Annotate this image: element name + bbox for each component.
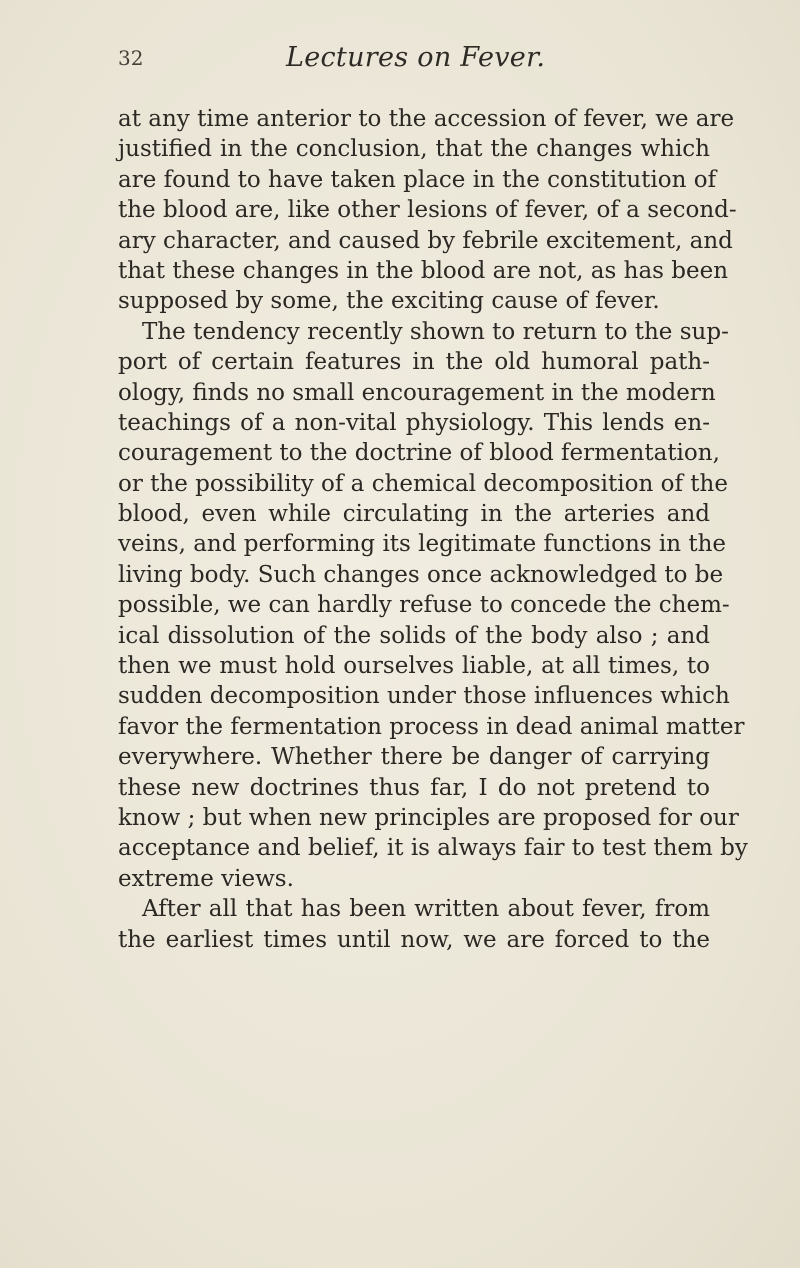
text-line: ary character, and caused by febrile excitement, and xyxy=(118,227,733,254)
text-line: sudden decomposition under those influences which xyxy=(118,683,730,710)
text-line: The tendency recently shown to return to the sup- xyxy=(142,318,729,345)
text-line: the blood are, like other lesions of fever, of a second- xyxy=(118,197,737,224)
text-line: veins, and performing its legitimate functions in the xyxy=(118,531,727,558)
text-line: ical dissolution of the solids of the body also ; and xyxy=(118,622,710,649)
text-line: at any time anterior to the accession of fever, we are xyxy=(118,106,735,132)
text-line: these new doctrines thus far, I do not pretend to xyxy=(118,774,710,801)
text-line: ology, finds no small encouragement in the modern xyxy=(118,379,716,406)
text-line: living body. Such changes once acknowledged to be xyxy=(118,561,724,588)
text-line: possible, we can hardly refuse to concede the chem- xyxy=(118,592,730,619)
text-line: the earliest times until now, we are forced to the xyxy=(118,926,710,953)
body-text xyxy=(118,104,748,955)
text-line: port of certain features in the old humoral path- xyxy=(118,349,710,376)
page-number: 32 xyxy=(118,46,144,70)
running-title: Lectures on Fever. xyxy=(286,42,546,73)
text-line: couragement to the doctrine of blood fermentation, xyxy=(118,440,720,467)
text-line: know ; but when new principles are proposed for our xyxy=(118,804,739,831)
text-line: blood, even while circulating in the arteries and xyxy=(118,501,710,528)
text-line: then we must hold ourselves liable, at all times, to xyxy=(118,653,710,680)
running-head xyxy=(118,40,718,80)
text-line: teachings of a non-vital physiology. This lends en- xyxy=(118,409,710,436)
text-line: everywhere. Whether there be danger of carrying xyxy=(118,744,710,771)
text-line: After all that has been written about fever, from xyxy=(142,896,710,923)
text-line: favor the fermentation process in dead animal matter xyxy=(118,713,745,740)
text-line: that these changes in the blood are not, as has been xyxy=(118,257,729,284)
text-line: are found to have taken place in the constitution of xyxy=(118,166,717,193)
text-line: extreme views. xyxy=(118,865,294,892)
text-line: acceptance and belief, it is always fair to test them by xyxy=(118,835,748,862)
text-line: justified in the conclusion, that the changes which xyxy=(118,136,710,163)
text-line: or the possibility of a chemical decomposition of the xyxy=(118,470,728,497)
text-line: supposed by some, the exciting cause of fever. xyxy=(118,288,660,315)
